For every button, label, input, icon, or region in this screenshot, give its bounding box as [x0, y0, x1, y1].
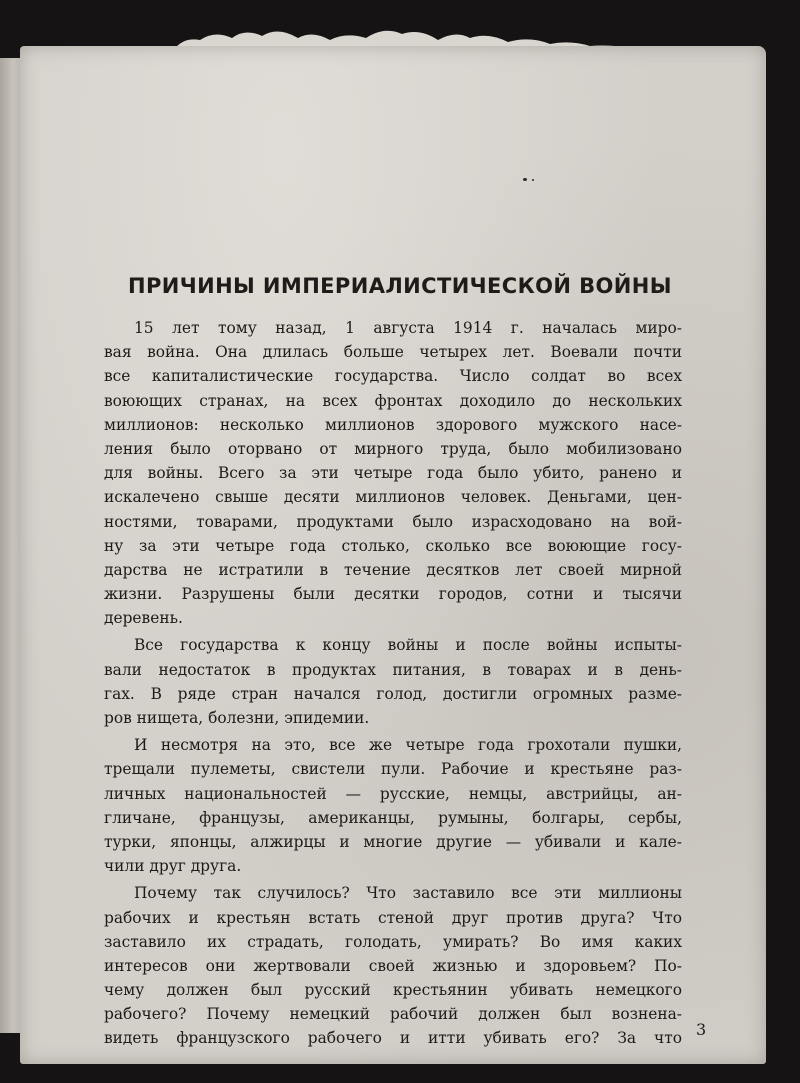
text-line: заставило их страдать, голодать, умирать? Во имя каких	[104, 932, 682, 951]
text-line: трещали пулеметы, свистели пули. Рабочие и крестьяне раз-	[104, 760, 682, 779]
ink-speck	[532, 179, 534, 181]
text-line: вая война. Она длилась больше четырех лет. Воевали почти	[104, 343, 682, 362]
text-line: турки, японцы, алжирцы и многие другие — убивали и кале-	[104, 832, 682, 851]
text-line: деревень.	[104, 609, 183, 628]
text-line: Все государства к концу войны и после войны испыты-	[134, 636, 682, 655]
body-text	[104, 316, 682, 1051]
text-line: гличане, французы, американцы, румыны, болгары, сербы,	[104, 808, 682, 827]
text-line: все капиталистические государства. Число солдат во всех	[104, 367, 682, 386]
text-line: искалечено свыше десяти миллионов человек. Деньгами, цен-	[104, 488, 682, 507]
paragraph	[104, 733, 682, 878]
text-line: рабочих и крестьян встать стеной друг против друга? Что	[104, 908, 682, 927]
text-line: ну за эти четыре года столько, сколько все воюющие госу-	[104, 536, 682, 555]
text-line: интересов они жертвовали своей жизнью и здоровьем? По-	[104, 956, 682, 975]
text-line: воюющих странах, на всех фронтах доходило до нескольких	[104, 391, 682, 410]
chapter-title: ПРИЧИНЫ ИМПЕРИАЛИСТИЧЕСКОЙ ВОЙНЫ	[128, 274, 672, 298]
text-line: И несмотря на это, все же четыре года грохотали пушки,	[134, 736, 682, 755]
text-line: миллионов: несколько миллионов здорового мужского насе-	[104, 415, 682, 434]
text-line: ров нищета, болезни, эпидемии.	[104, 709, 370, 727]
text-line: 15 лет тому назад, 1 августа 1914 г. началась миро-	[134, 319, 682, 337]
text-line: ления было оторвано от мирного труда, было мобилизовано	[104, 439, 682, 458]
page-number: 3	[696, 1020, 707, 1039]
text-line: вали недостаток в продуктах питания, в товарах и в день-	[104, 660, 682, 679]
text-line: видеть французского рабочего и итти убивать его? За что	[104, 1029, 682, 1048]
text-line: чему должен был русский крестьянин убивать немецкого	[104, 981, 682, 1000]
paragraph	[104, 881, 682, 1050]
ink-speck	[523, 178, 527, 181]
paragraph	[104, 633, 682, 730]
paragraph	[104, 316, 682, 630]
text-line: рабочего? Почему немецкий рабочий должен был возненa-	[104, 1005, 682, 1024]
text-line: для войны. Всего за эти четыре года было убито, ранено и	[104, 464, 682, 483]
text-line: личных национальностей — русские, немцы, австрийцы, ан-	[104, 784, 682, 803]
text-line: жизни. Разрушены были десятки городов, сотни и тысячи	[104, 585, 682, 604]
text-line: гах. В ряде стран начался голод, достигли огромных разме-	[104, 684, 682, 703]
text-line: дарства не истратили в течение десятков лет своей мирной	[104, 560, 682, 579]
text-line: чили друг друга.	[104, 857, 242, 876]
text-line: Почему так случилось? Что заставило все эти миллионы	[134, 884, 682, 903]
text-line: ностями, товарами, продуктами было израсходовано на вой-	[104, 512, 682, 531]
